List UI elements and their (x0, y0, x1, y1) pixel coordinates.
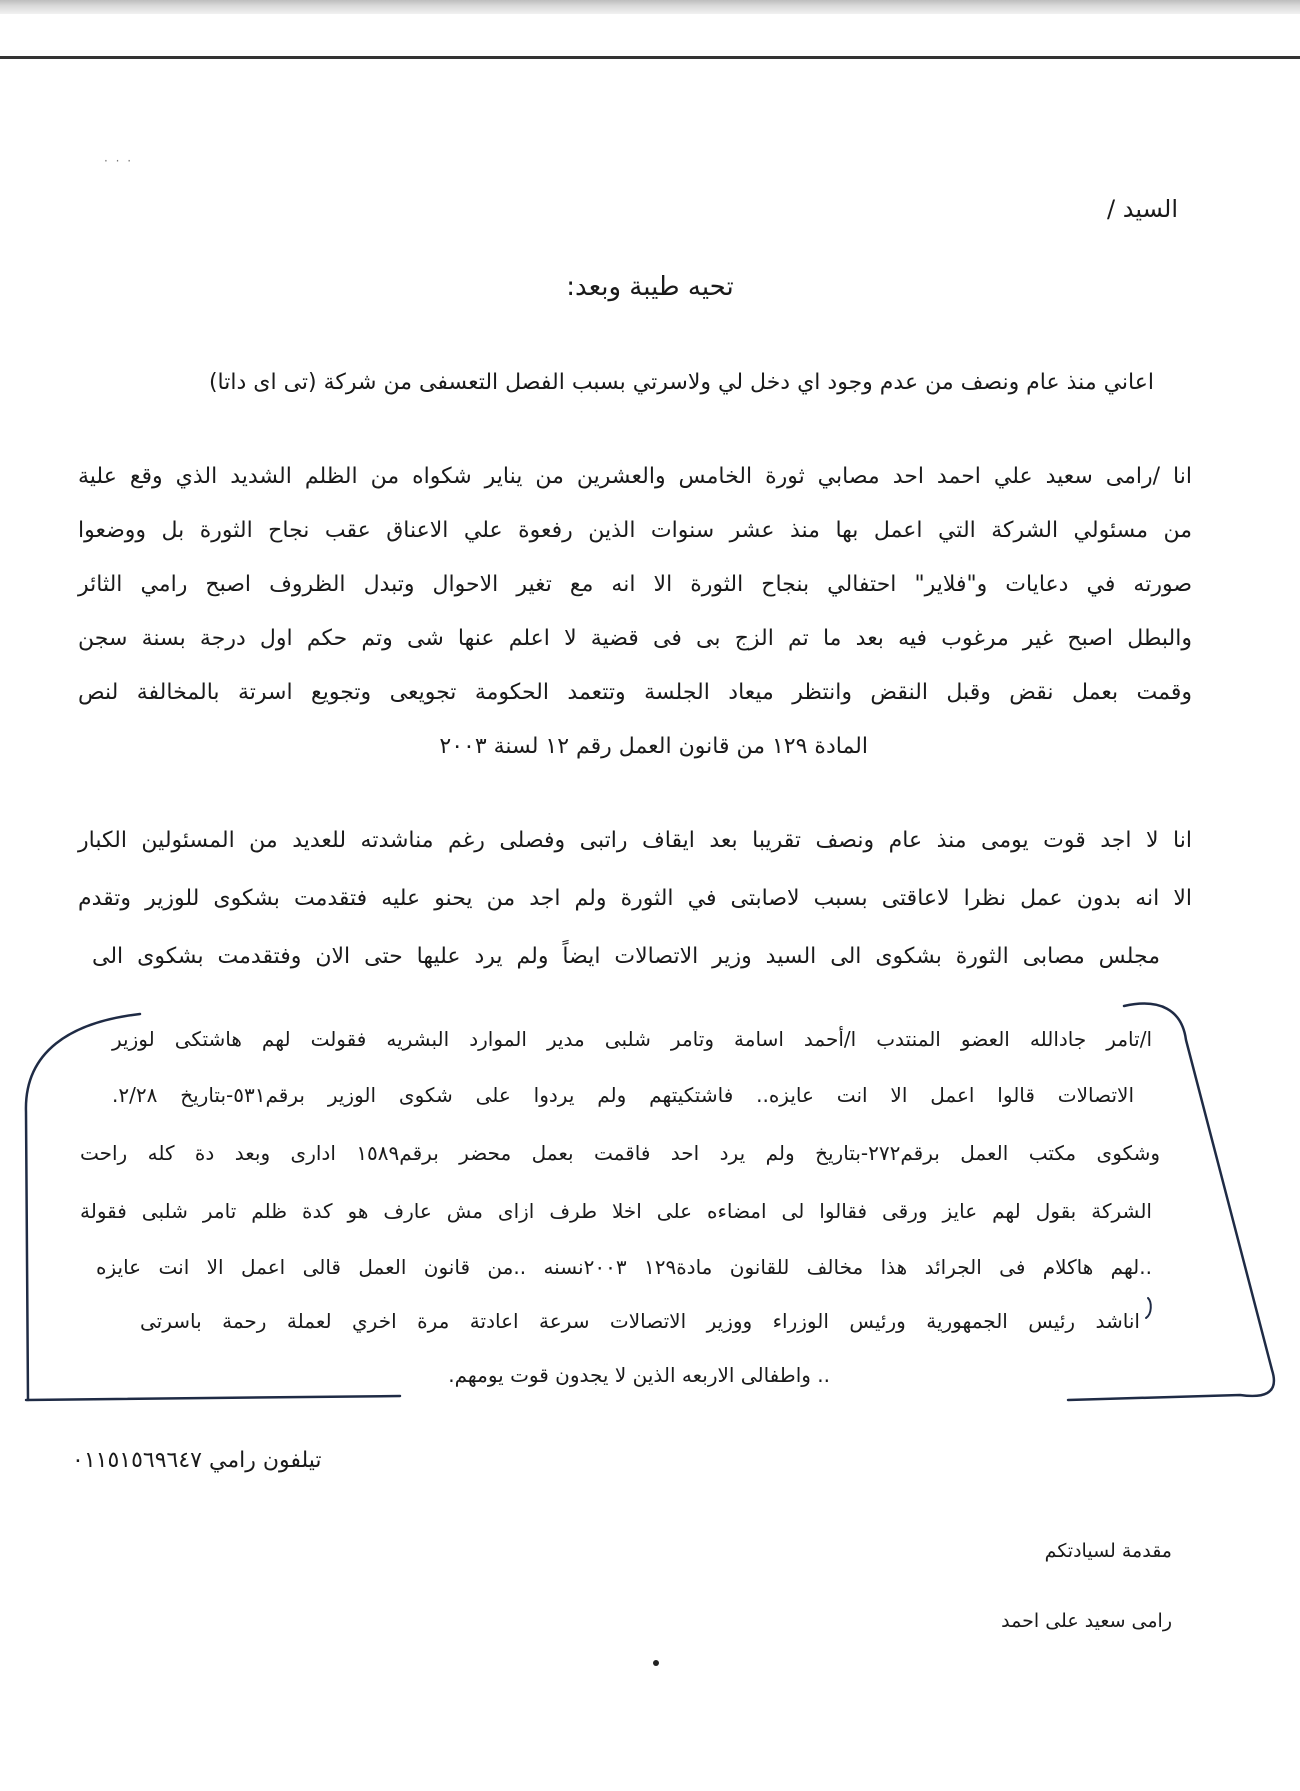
closing-line: مقدمة لسيادتكم (1044, 1540, 1172, 1562)
paragraph1-line: انا /رامى سعيد علي احمد احد مصابي ثورة الخامس والعشرين من يناير شكواه من الظلم الشديد الذي وقع علية (78, 464, 1192, 489)
paragraph2-line: انا لا اجد قوت يومى منذ عام ونصف تقريبا بعد ايقاف راتبى وفصلى رغم مناشدته للعديد من المسئولين الكبار (78, 828, 1192, 853)
salutation: السيد / (1107, 195, 1178, 223)
signature-name: رامى سعيد على احمد (1001, 1610, 1172, 1632)
scan-dots: · · · (104, 154, 134, 168)
paragraph1-line: والبطل اصبح غير مرغوب فيه بعد ما تم الزج بى فى قضية لا اعلم عنها شى وتم حكم اول درجة بسنة سجن (78, 626, 1192, 651)
paragraph1-line: المادة ١٢٩ من قانون العمل رقم ١٢ لسنة ٢٠٠٣ (439, 734, 868, 759)
paragraph2-line: مجلس مصابى الثورة بشكوى الى السيد وزير الاتصالات ايضاً ولم يرد عليها حتى الان وفتقدمت بشكوى الى (92, 944, 1160, 969)
paragraph1-line: من مسئولي الشركة التي اعمل بها منذ عشر سنوات الذين رفعوة علي الاعناق عقب نجاح الثورة بل ووضعوا (78, 518, 1192, 543)
intro-line: اعاني منذ عام ونصف من عدم وجود اي دخل لي ولاسرتي بسبب الفصل التعسفى من شركة (تى اى داتا) (208, 370, 1154, 395)
paragraph3-line: الاتصالات قالوا اعمل الا انت عايزه.. فاشتكيتهم ولم يردوا على شكوى الوزير برقم٥٣١-بتاريخ ٢/٢٨. (112, 1083, 1135, 1107)
paragraph3-line: .. واطفالى الاربعه الذين لا يجدون قوت يومهم. (448, 1363, 830, 1387)
ink-dot (653, 1660, 659, 1666)
paragraph1-line: وقمت بعمل نقض وقبل النقض وانتظر ميعاد الجلسة وتتعمد الحكومة تجويعى وتجويع اسرتة بالمخالفة لنص (78, 680, 1192, 705)
paragraph1-line: صورته في دعايات و"فلاير" احتفالي بنجاح الثورة الا انه مع تغير الاحوال وتبدل الظروف اصبح رامي الثائر (78, 572, 1192, 597)
paragraph3-line: ا/تامر جادالله العضو المنتدب ا/أحمد اسامة وتامر شلبى مدير الموارد البشريه فقولت لهم هاشتكى لوزير (112, 1027, 1152, 1051)
paragraph3-line: اناشد رئيس الجمهورية ورئيس الوزراء ووزير الاتصالات سرعة اعادتة مرة اخري لعملة رحمة باسرتى (140, 1309, 1140, 1333)
phone-number: تيلفون رامي ٠١١٥١٥٦٩٦٤٧ (72, 1448, 322, 1473)
paragraph3-line: ..لهم هاكلام فى الجرائد هذا مخالف للقانون مادة١٢٩ ٢٠٠٣نسنه ..من قانون العمل قالى اعمل الا انت عايزه (96, 1255, 1152, 1279)
greeting: تحيه طيبة وبعد: (566, 272, 734, 302)
paragraph3-line: وشكوى مكتب العمل برقم٢٧٢-بتاريخ ولم يرد احد فاقمت بعمل محضر برقم١٥٨٩ ادارى وبعد دة كله راحت (80, 1141, 1160, 1165)
paragraph3-line: الشركة بقول لهم عايز ورقى فقالوا لى امضاءه على اخلا طرف ازاى مش عارف هو كدة ظلم تامر شلبى فقولة (80, 1199, 1152, 1223)
paragraph2-line: الا انه بدون عمل نظرا لاعاقتى بسبب لاصابتى في الثورة ولم اجد من يحنو عليه فتقدمت بشكوى للوزير وتقدم (78, 886, 1192, 911)
